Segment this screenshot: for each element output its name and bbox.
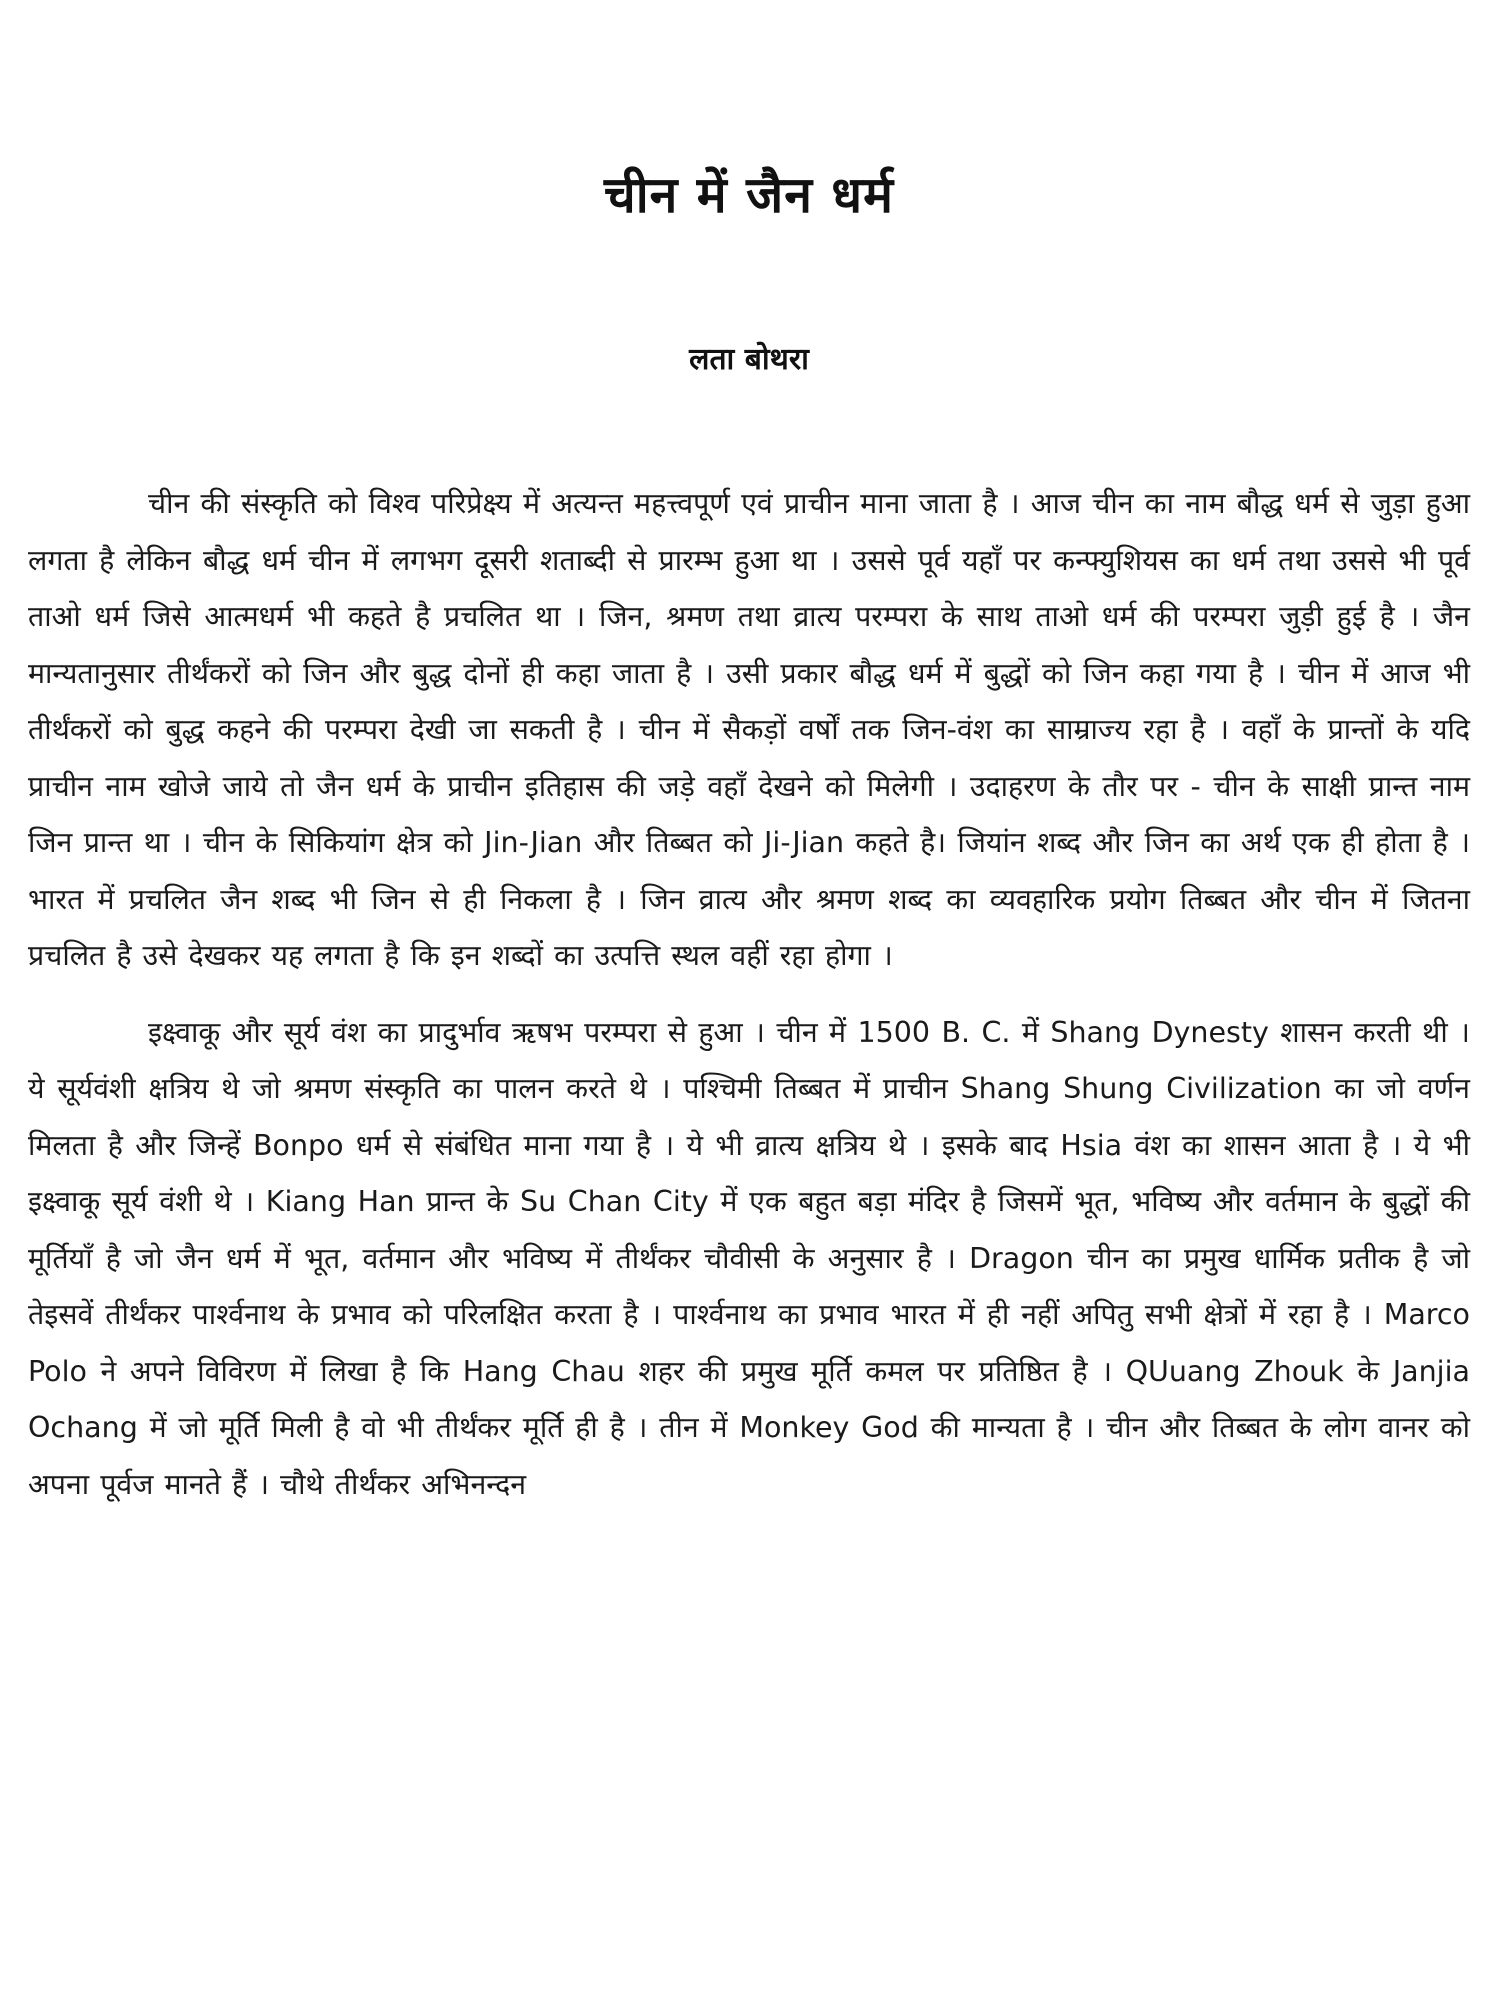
paragraph-1: चीन की संस्कृति को विश्व परिप्रेक्ष्य में अत्यन्त महत्त्वपूर्ण एवं प्राचीन माना जाता है । आज चीन का नाम बौद्ध धर्म से जुड़ा हुआ लगता है लेकिन बौद्ध धर्म चीन में लगभग दूसरी शताब्दी से प्रारम्भ हुआ था । उससे पूर्व यहाँ पर कन्फ्युशियस का धर्म तथा उससे भी पूर्व ताओ धर्म जिसे आत्मधर्म भी कहते है प्रचलित था । जिन, श्रमण तथा व्रात्य परम्परा के साथ ताओ धर्म की परम्परा जुड़ी हुई है । जैन मान्यतानुसार तीर्थंकरों को जिन और बुद्ध दोनों ही कहा जाता है । उसी प्रकार बौद्ध धर्म में बुद्धों को जिन कहा गया है । चीन में आज भी तीर्थंकरों को बुद्ध कहने की परम्परा देखी जा सकती है । चीन में सैकड़ों वर्षों तक जिन-वंश का साम्राज्य रहा है । वहाँ के प्रान्तों के यदि प्राचीन नाम खोजे जाये तो जैन धर्म के प्राचीन इतिहास की जड़े वहाँ देखने को मिलेगी । उदाहरण के तौर पर - चीन के साक्षी प्रान्त नाम जिन प्रान्त था । चीन के सिकियांग क्षेत्र को Jin-Jian और तिब्बत को Ji-Jian कहते है। जियांन शब्द और जिन का अर्थ एक ही होता है । भारत में प्रचलित जैन शब्द भी जिन से ही निकला है । जिन व्रात्य और श्रमण शब्द का व्यवहारिक प्रयोग तिब्बत और चीन में जितना प्रचलित है उसे देखकर यह लगता है कि इन शब्दों का उत्पत्ति स्थल वहीं रहा होगा । — [28, 487, 1470, 972]
paragraph-2: इक्ष्वाकू और सूर्य वंश का प्रादुर्भाव ऋषभ परम्परा से हुआ । चीन में 1500 B. C. में Shang Dynesty शासन करती थी । ये सूर्यवंशी क्षत्रिय थे जो श्रमण संस्कृति का पालन करते थे । पश्चिमी तिब्बत में प्राचीन Shang Shung Civilization का जो वर्णन मिलता है और जिन्हें Bonpo धर्म से संबंधित माना गया है । ये भी व्रात्य क्षत्रिय थे । इसके बाद Hsia वंश का शासन आता है । ये भी इक्ष्वाकू सूर्य वंशी थे । Kiang Han प्रान्त के Su Chan City में एक बहुत बड़ा मंदिर है जिसमें भूत, भविष्य और वर्तमान के बुद्धों की मूर्तियाँ है जो जैन धर्म में भूत, वर्तमान और भविष्य में तीर्थंकर चौवीसी के अनुसार है । Dragon चीन का प्रमुख धार्मिक प्रतीक है जो तेइसवें तीर्थंकर पार्श्वनाथ के प्रभाव को परिलक्षित करता है । पार्श्वनाथ का प्रभाव भारत में ही नहीं अपितु सभी क्षेत्रों में रहा है । Marco Polo ने अपने विविरण में लिखा है कि Hang Chau शहर की प्रमुख मूर्ति कमल पर प्रतिष्ठित है । QUuang Zhouk के Janjia Ochang में जो मूर्ति मिली है वो भी तीर्थंकर मूर्ति ही है । तीन में Monkey God की मान्यता है । चीन और तिब्बत के लोग वानर को अपना पूर्वज मानते हैं । चौथे तीर्थंकर अभिनन्दन — [28, 1015, 1470, 1501]
author-name: लता बोथरा — [689, 342, 809, 377]
article-title: चीन में जैन धर्म — [603, 166, 895, 224]
article-body — [28, 476, 1470, 1513]
